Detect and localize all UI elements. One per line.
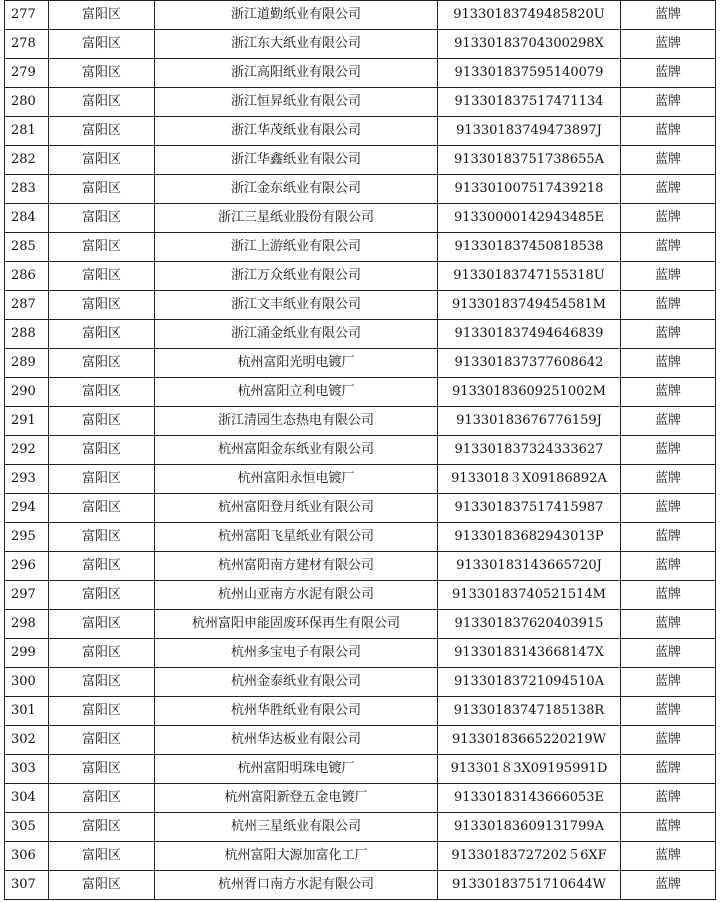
table-row xyxy=(5,88,716,117)
district-cell: 富阳区 xyxy=(49,668,155,697)
credit-code-cell: 913301837517471134 xyxy=(438,88,621,117)
district-cell: 富阳区 xyxy=(49,523,155,552)
credit-code-cell: 913301837620403915 xyxy=(438,610,621,639)
row-number-cell: 281 xyxy=(5,117,49,146)
table-row xyxy=(5,291,716,320)
table-row xyxy=(5,436,716,465)
company-name-cell: 浙江道勤纸业有限公司 xyxy=(155,1,438,30)
credit-code-cell: 91330183740521514M xyxy=(438,581,621,610)
credit-code-cell: 91330183676776159J xyxy=(438,407,621,436)
rating-cell: 蓝牌 xyxy=(621,436,716,465)
credit-code-cell: 91330183751710644W xyxy=(438,871,621,900)
credit-code-cell: 91330183749473897J xyxy=(438,117,621,146)
district-cell: 富阳区 xyxy=(49,59,155,88)
company-name-cell: 浙江高阳纸业有限公司 xyxy=(155,59,438,88)
credit-code-cell: 913301837324333627 xyxy=(438,436,621,465)
district-cell: 富阳区 xyxy=(49,610,155,639)
rating-cell: 蓝牌 xyxy=(621,842,716,871)
company-name-cell: 杭州华达板业有限公司 xyxy=(155,726,438,755)
table-row xyxy=(5,465,716,494)
credit-code-cell: 91330183747185138R xyxy=(438,697,621,726)
table-row xyxy=(5,59,716,88)
table-row xyxy=(5,233,716,262)
row-number-cell: 277 xyxy=(5,1,49,30)
table-row xyxy=(5,349,716,378)
district-cell: 富阳区 xyxy=(49,552,155,581)
row-number-cell: 280 xyxy=(5,88,49,117)
district-cell: 富阳区 xyxy=(49,813,155,842)
rating-cell: 蓝牌 xyxy=(621,378,716,407)
district-cell: 富阳区 xyxy=(49,88,155,117)
company-name-cell: 杭州华胜纸业有限公司 xyxy=(155,697,438,726)
rating-cell: 蓝牌 xyxy=(621,30,716,59)
company-name-cell: 杭州富阳新登五金电镀厂 xyxy=(155,784,438,813)
credit-code-cell: 913301837377608642 xyxy=(438,349,621,378)
table-row xyxy=(5,552,716,581)
row-number-cell: 298 xyxy=(5,610,49,639)
company-name-cell: 浙江万众纸业有限公司 xyxy=(155,262,438,291)
rating-cell: 蓝牌 xyxy=(621,407,716,436)
rating-cell: 蓝牌 xyxy=(621,813,716,842)
company-name-cell: 杭州三星纸业有限公司 xyxy=(155,813,438,842)
credit-code-cell: 91330183727202５6XF xyxy=(438,842,621,871)
rating-cell: 蓝牌 xyxy=(621,146,716,175)
row-number-cell: 296 xyxy=(5,552,49,581)
credit-code-cell: 91330183747155318U xyxy=(438,262,621,291)
credit-code-cell: 91330183721094510A xyxy=(438,668,621,697)
rating-cell: 蓝牌 xyxy=(621,204,716,233)
company-name-cell: 杭州胥口南方水泥有限公司 xyxy=(155,871,438,900)
table-row xyxy=(5,639,716,668)
table-row xyxy=(5,175,716,204)
row-number-cell: 292 xyxy=(5,436,49,465)
row-number-cell: 301 xyxy=(5,697,49,726)
row-number-cell: 305 xyxy=(5,813,49,842)
credit-code-cell: 91330183143665720J xyxy=(438,552,621,581)
company-name-cell: 杭州富阳申能固废环保再生有限公司 xyxy=(155,610,438,639)
row-number-cell: 287 xyxy=(5,291,49,320)
row-number-cell: 297 xyxy=(5,581,49,610)
district-cell: 富阳区 xyxy=(49,262,155,291)
table-row xyxy=(5,407,716,436)
row-number-cell: 285 xyxy=(5,233,49,262)
company-name-cell: 浙江华鑫纸业有限公司 xyxy=(155,146,438,175)
row-number-cell: 299 xyxy=(5,639,49,668)
row-number-cell: 284 xyxy=(5,204,49,233)
district-cell: 富阳区 xyxy=(49,784,155,813)
credit-code-cell: 913301837494646839 xyxy=(438,320,621,349)
company-name-cell: 浙江文丰纸业有限公司 xyxy=(155,291,438,320)
credit-code-cell: 91330183749454581M xyxy=(438,291,621,320)
credit-code-cell: 913301837595140079 xyxy=(438,59,621,88)
company-name-cell: 杭州富阳登月纸业有限公司 xyxy=(155,494,438,523)
row-number-cell: 279 xyxy=(5,59,49,88)
company-name-cell: 杭州富阳永恒电镀厂 xyxy=(155,465,438,494)
rating-cell: 蓝牌 xyxy=(621,871,716,900)
rating-cell: 蓝牌 xyxy=(621,88,716,117)
district-cell: 富阳区 xyxy=(49,30,155,59)
company-name-cell: 杭州富阳金东纸业有限公司 xyxy=(155,436,438,465)
district-cell: 富阳区 xyxy=(49,871,155,900)
rating-cell: 蓝牌 xyxy=(621,668,716,697)
district-cell: 富阳区 xyxy=(49,639,155,668)
table-row xyxy=(5,204,716,233)
district-cell: 富阳区 xyxy=(49,436,155,465)
row-number-cell: 282 xyxy=(5,146,49,175)
row-number-cell: 286 xyxy=(5,262,49,291)
rating-cell: 蓝牌 xyxy=(621,233,716,262)
table-row xyxy=(5,668,716,697)
rating-cell: 蓝牌 xyxy=(621,494,716,523)
rating-cell: 蓝牌 xyxy=(621,291,716,320)
rating-cell: 蓝牌 xyxy=(621,117,716,146)
district-cell: 富阳区 xyxy=(49,175,155,204)
table-row xyxy=(5,784,716,813)
table-row xyxy=(5,30,716,59)
company-name-cell: 浙江清园生态热电有限公司 xyxy=(155,407,438,436)
row-number-cell: 278 xyxy=(5,30,49,59)
rating-cell: 蓝牌 xyxy=(621,349,716,378)
company-name-cell: 杭州富阳立利电镀厂 xyxy=(155,378,438,407)
table-row xyxy=(5,117,716,146)
rating-cell: 蓝牌 xyxy=(621,1,716,30)
table-row xyxy=(5,494,716,523)
district-cell: 富阳区 xyxy=(49,726,155,755)
table-row xyxy=(5,1,716,30)
credit-code-cell: 91330183143666053E xyxy=(438,784,621,813)
table-row xyxy=(5,320,716,349)
rating-cell: 蓝牌 xyxy=(621,581,716,610)
district-cell: 富阳区 xyxy=(49,581,155,610)
district-cell: 富阳区 xyxy=(49,378,155,407)
credit-code-cell: 91330183682943013P xyxy=(438,523,621,552)
table-row xyxy=(5,262,716,291)
rating-cell: 蓝牌 xyxy=(621,697,716,726)
company-name-cell: 杭州富阳南方建材有限公司 xyxy=(155,552,438,581)
district-cell: 富阳区 xyxy=(49,291,155,320)
row-number-cell: 291 xyxy=(5,407,49,436)
credit-code-cell: 913301837517415987 xyxy=(438,494,621,523)
row-number-cell: 300 xyxy=(5,668,49,697)
company-name-cell: 浙江上游纸业有限公司 xyxy=(155,233,438,262)
credit-code-cell: 913301８3X09195991D xyxy=(438,755,621,784)
rating-cell: 蓝牌 xyxy=(621,465,716,494)
company-name-cell: 杭州山亚南方水泥有限公司 xyxy=(155,581,438,610)
rating-cell: 蓝牌 xyxy=(621,262,716,291)
table-row xyxy=(5,755,716,784)
company-name-cell: 杭州金泰纸业有限公司 xyxy=(155,668,438,697)
company-name-cell: 浙江恒昇纸业有限公司 xyxy=(155,88,438,117)
table-row xyxy=(5,378,716,407)
table-row xyxy=(5,871,716,900)
rating-cell: 蓝牌 xyxy=(621,523,716,552)
credit-code-cell: 9133018３X09186892A xyxy=(438,465,621,494)
table-body xyxy=(5,1,716,900)
district-cell: 富阳区 xyxy=(49,117,155,146)
row-number-cell: 303 xyxy=(5,755,49,784)
company-name-cell: 浙江华茂纸业有限公司 xyxy=(155,117,438,146)
row-number-cell: 304 xyxy=(5,784,49,813)
company-name-cell: 杭州富阳飞星纸业有限公司 xyxy=(155,523,438,552)
row-number-cell: 293 xyxy=(5,465,49,494)
rating-cell: 蓝牌 xyxy=(621,610,716,639)
district-cell: 富阳区 xyxy=(49,755,155,784)
district-cell: 富阳区 xyxy=(49,465,155,494)
company-name-cell: 浙江东大纸业有限公司 xyxy=(155,30,438,59)
credit-code-cell: 91330183665220219W xyxy=(438,726,621,755)
rating-cell: 蓝牌 xyxy=(621,175,716,204)
district-cell: 富阳区 xyxy=(49,1,155,30)
district-cell: 富阳区 xyxy=(49,842,155,871)
row-number-cell: 306 xyxy=(5,842,49,871)
rating-cell: 蓝牌 xyxy=(621,59,716,88)
company-name-cell: 杭州富阳光明电镀厂 xyxy=(155,349,438,378)
company-name-cell: 浙江三星纸业股份有限公司 xyxy=(155,204,438,233)
row-number-cell: 302 xyxy=(5,726,49,755)
company-name-cell: 杭州富阳明珠电镀厂 xyxy=(155,755,438,784)
row-number-cell: 294 xyxy=(5,494,49,523)
district-cell: 富阳区 xyxy=(49,320,155,349)
enterprise-list-table xyxy=(4,0,716,900)
table-row xyxy=(5,813,716,842)
row-number-cell: 295 xyxy=(5,523,49,552)
rating-cell: 蓝牌 xyxy=(621,784,716,813)
credit-code-cell: 91330183609131799A xyxy=(438,813,621,842)
table-row xyxy=(5,842,716,871)
rating-cell: 蓝牌 xyxy=(621,755,716,784)
credit-code-cell: 91330183609251002M xyxy=(438,378,621,407)
table-row xyxy=(5,697,716,726)
credit-code-cell: 91330000142943485E xyxy=(438,204,621,233)
company-name-cell: 浙江涌金纸业有限公司 xyxy=(155,320,438,349)
company-name-cell: 杭州富阳大源加富化工厂 xyxy=(155,842,438,871)
district-cell: 富阳区 xyxy=(49,204,155,233)
table-row xyxy=(5,726,716,755)
credit-code-cell: 91330183749485820U xyxy=(438,1,621,30)
row-number-cell: 290 xyxy=(5,378,49,407)
credit-code-cell: 913301837450818538 xyxy=(438,233,621,262)
district-cell: 富阳区 xyxy=(49,494,155,523)
district-cell: 富阳区 xyxy=(49,697,155,726)
row-number-cell: 307 xyxy=(5,871,49,900)
table-row xyxy=(5,146,716,175)
rating-cell: 蓝牌 xyxy=(621,639,716,668)
rating-cell: 蓝牌 xyxy=(621,552,716,581)
district-cell: 富阳区 xyxy=(49,349,155,378)
rating-cell: 蓝牌 xyxy=(621,320,716,349)
table-row xyxy=(5,581,716,610)
row-number-cell: 289 xyxy=(5,349,49,378)
rating-cell: 蓝牌 xyxy=(621,726,716,755)
company-name-cell: 杭州多宝电子有限公司 xyxy=(155,639,438,668)
row-number-cell: 283 xyxy=(5,175,49,204)
district-cell: 富阳区 xyxy=(49,233,155,262)
credit-code-cell: 913301007517439218 xyxy=(438,175,621,204)
district-cell: 富阳区 xyxy=(49,407,155,436)
credit-code-cell: 91330183704300298X xyxy=(438,30,621,59)
credit-code-cell: 91330183751738655A xyxy=(438,146,621,175)
district-cell: 富阳区 xyxy=(49,146,155,175)
row-number-cell: 288 xyxy=(5,320,49,349)
table-row xyxy=(5,610,716,639)
table-row xyxy=(5,523,716,552)
company-name-cell: 浙江金东纸业有限公司 xyxy=(155,175,438,204)
credit-code-cell: 91330183143668147X xyxy=(438,639,621,668)
